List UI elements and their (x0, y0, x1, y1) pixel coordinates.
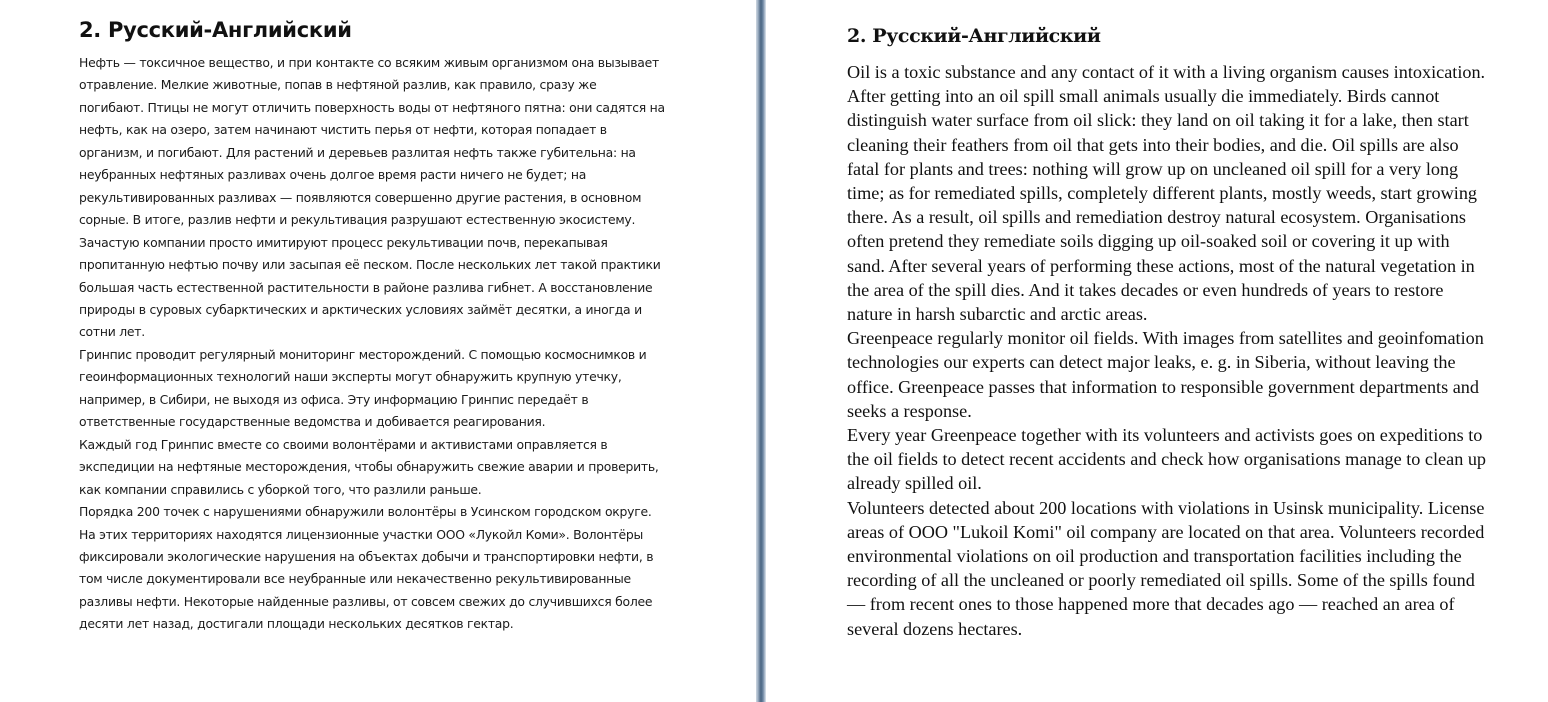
text-line: как компании справились с уборкой того, что разлили раньше. (79, 481, 482, 497)
text-line: геоинформационных технологий наши эксперты могут обнаружить крупную утечку, (79, 369, 622, 385)
text-line: seeks a response. (847, 400, 972, 421)
text-line: Greenpeace regularly monitor oil fields. With images from satellites and geoinfomation (847, 328, 1484, 349)
text-line: nature in harsh subarctic and arctic areas. (847, 304, 1148, 325)
text-line: After getting into an oil spill small animals usually die immediately. Birds cannot (847, 86, 1440, 107)
text-line: Нефть — токсичное вещество, и при контакте со всяким живым организмом она вызывает (79, 55, 659, 70)
text-line: организм, и погибают. Для растений и деревьев разлитая нефть также губительна: на (79, 144, 636, 160)
text-line: сотни лет. (79, 324, 145, 340)
page-divider[interactable] (756, 0, 766, 702)
text-line: том числе документировали все неубранные или некачественно рекультивированные (79, 571, 631, 587)
text-line: Volunteers detected about 200 locations with violations in Usinsk municipality. License (847, 497, 1485, 518)
text-line: Каждый год Гринпис вместе со своими волонтёрами и активистами оправляется в (79, 436, 608, 452)
page-title-english: 2. Русский-Английский (847, 25, 1101, 47)
text-line: Every year Greenpeace together with its volunteers and activists goes on expeditions to (847, 425, 1483, 446)
text-line: например, в Сибири, не выходя из офиса. Эту информацию Гринпис передаёт в (79, 391, 589, 407)
text-line: office. Greenpeace passes that information to responsible government departments and (847, 376, 1479, 397)
page-english (766, 0, 1548, 702)
text-line: фиксировали экологические нарушения на объектах добычи и транспортировки нефти, в (79, 548, 654, 564)
text-line: рекультивированных разливах — появляются совершенно другие растения, в основном (79, 189, 642, 205)
text-line: recording of all the uncleaned or poorly remediated oil spills. Some of the spills found (847, 570, 1475, 591)
text-line: environmental violations on oil production and transportation facilities including the (847, 546, 1462, 567)
text-line: often pretend they remediate soils digging up oil-soaked soil or covering it up with (847, 231, 1450, 252)
text-line: десяти лет назад, достигали площади нескольких десятков гектар. (79, 616, 514, 632)
text-line: fatal for plants and trees: nothing will grow up on uncleaned oil spill for a very long (847, 158, 1459, 179)
text-line: — from recent ones to those happened more that decades ago — reached an area of (847, 594, 1455, 615)
text-line: Порядка 200 точек с нарушениями обнаружили волонтёры в Усинском городском округе. (79, 504, 652, 520)
text-line: Зачастую компании просто имитируют процесс рекультивации почв, перекапывая (79, 234, 608, 250)
text-line: большая часть естественной растительности в районе разлива гибнет. А восстановление (79, 279, 653, 295)
text-line: Oil is a toxic substance and any contact of it with a living organism causes intoxication. (847, 62, 1486, 82)
text-line: areas of OOO "Lukoil Komi" oil company are located on that area. Volunteers recorded (847, 521, 1485, 542)
text-line: time; as for remediated spills, completely different plants, mostly weeds, start growing (847, 183, 1478, 204)
text-line: cleaning their feathers from oil that gets into their bodies, and die. Oil spills are also (847, 134, 1459, 155)
text-line: Гринпис проводит регулярный мониторинг месторождений. С помощью космоснимков и (79, 346, 647, 362)
text-line: sand. After several years of performing these actions, most of the natural vegetation in (847, 255, 1475, 276)
text-line: ответственные государственные ведомства и добивается реагирования. (79, 414, 546, 430)
text-line: нефть, как на озеро, затем начинают чистить перья от нефти, которая попадает в (79, 122, 607, 138)
text-line: technologies our experts can detect major leaks, e. g. in Siberia, without leaving the (847, 352, 1456, 373)
page-title-russian: 2. Русский-Английский (79, 18, 352, 42)
text-line: разливы нефти. Некоторые найденные разливы, от совсем свежих до случившихся более (79, 593, 653, 609)
text-line: природы в суровых субарктических и арктических условиях займёт десятки, а иногда и (79, 301, 642, 317)
text-line: several dozens hectares. (847, 618, 1023, 639)
text-line: already spilled oil. (847, 473, 982, 494)
text-line: На этих территориях находятся лицензионные участки ООО «Лукойл Коми». Волонтёры (79, 526, 644, 542)
text-line: отравление. Мелкие животные, попав в нефтяной разлив, как правило, сразу же (79, 77, 597, 93)
page-russian (0, 0, 756, 702)
text-line: экспедиции на нефтяные месторождения, чтобы обнаружить свежие аварии и проверить, (79, 459, 659, 475)
text-line: погибают. Птицы не могут отличить поверхность воды от нефтяного пятна: они садятся на (79, 99, 665, 115)
body-text-russian (79, 52, 739, 636)
text-line: the area of the spill dies. And it takes decades or even hundreds of years to restore (847, 279, 1444, 300)
text-line: distinguish water surface from oil slick: they land on oil taking it for a lake, then start (847, 110, 1469, 131)
text-line: the oil fields to detect recent accidents and check how organisations manage to clean up (847, 449, 1487, 470)
text-line: сорные. В итоге, разлив нефти и рекультивация разрушают естественную экосистему. (79, 212, 636, 228)
text-line: there. As a result, oil spills and remediation destroy natural ecosystem. Organisations (847, 207, 1466, 228)
body-text-english (847, 60, 1537, 641)
text-line: пропитанную нефтью почву или засыпая её песком. После нескольких лет такой практики (79, 257, 661, 273)
text-line: неубранных нефтяных разливах очень долгое время расти ничего не будет; на (79, 167, 587, 183)
